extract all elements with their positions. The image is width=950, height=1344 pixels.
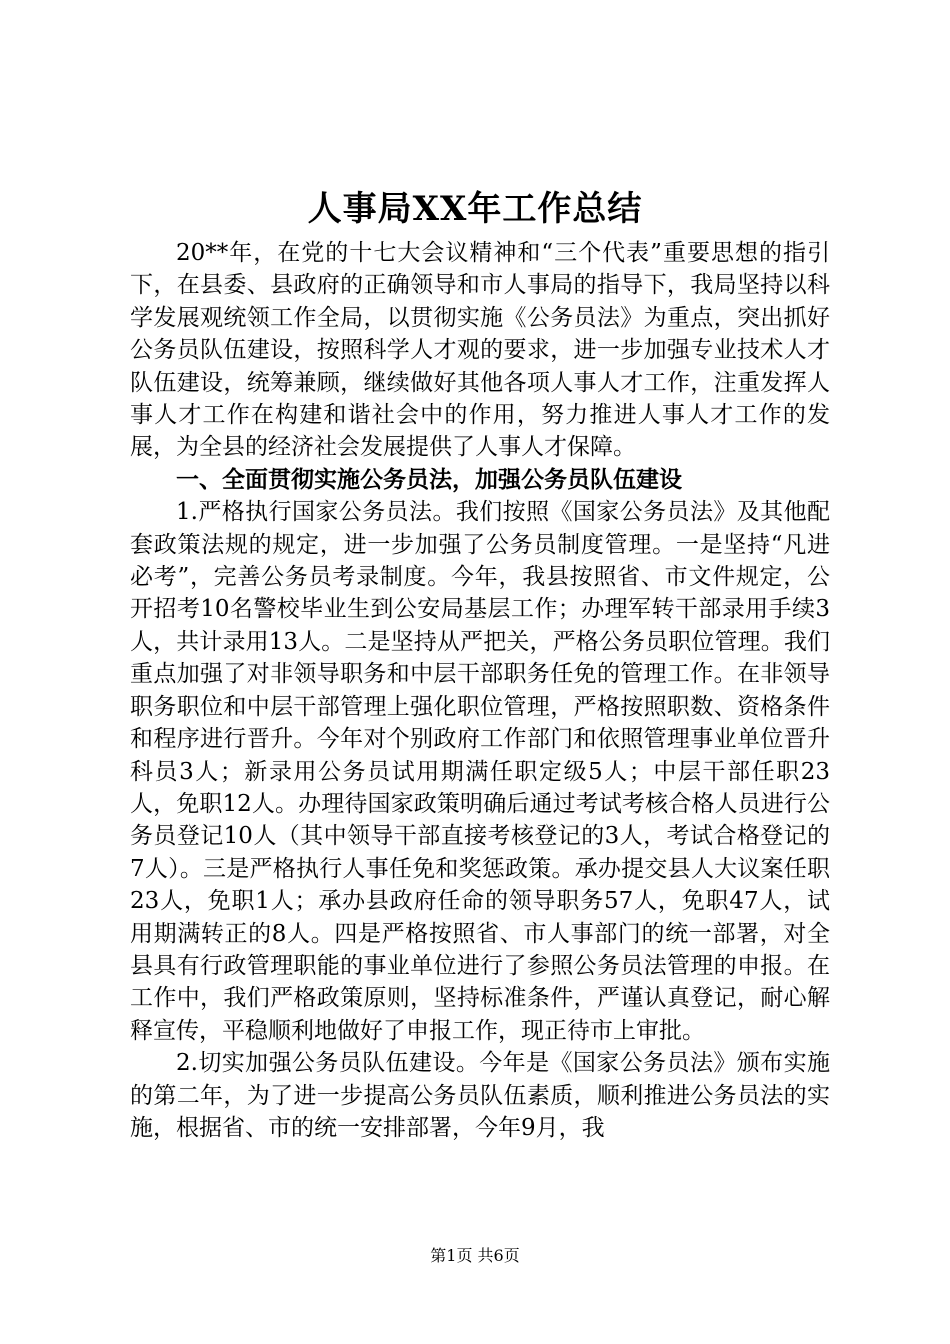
page-number-footer: 第1页 共6页 <box>430 1246 520 1265</box>
intro-paragraph: 20**年，在党的十七大会议精神和“三个代表”重要思想的指引下，在县委、县政府的正确领导和市人事局的指导下，我局坚持以科学发展观统领工作全局，以贯彻实施《公务员法》为重点，突出抓好公务员队伍建设，按照科学人才观的要求，进一步加强专业技术人才队伍建设，统筹兼顾，继续做好其他各项人事人才工作，注重发挥人事人才工作在构建和谐社会中的作用，努力推进人事人才工作的发展，为全县的经济社会发展提供了人事人才保障。 <box>130 240 830 461</box>
body-paragraph-2: 2.切实加强公务员队伍建设。今年是《国家公务员法》颁布实施的第二年，为了进一步提高公务员队伍素质，顺利推进公务员法的实施，根据省、市的统一安排部署，今年9月，我 <box>130 1050 830 1141</box>
section-heading: 一、全面贯彻实施公务员法，加强公务员队伍建设 <box>176 465 682 493</box>
document-body <box>130 237 830 1144</box>
document-title: 人事局XX年工作总结 <box>307 189 643 229</box>
body-paragraph-1: 1.严格执行国家公务员法。我们按照《国家公务员法》及其他配套政策法规的规定，进一步加强了公务员制度管理。一是坚持“凡进必考”，完善公务员考录制度。今年，我县按照省、市文件规定，公开招考10名警校毕业生到公安局基层工作；办理军转干部录用手续3人，共计录用13人。二是坚持从严把关，严格公务员职位管理。我们重点加强了对非领导职务和中层干部职务任免的管理工作。在非领导职务职位和中层干部管理上强化职位管理，严格按照职数、资格条件和程序进行晋升。今年对个别政府工作部门和依照管理事业单位晋升科员3人；新录用公务员试用期满任职定级5人；中层干部任职23人，免职12人。办理待国家政策明确后通过考试考核合格人员进行公务员登记10人（其中领导干部直接考核登记的3人，考试合格登记的7人）。三是严格执行人事任免和奖惩政策。承办提交县人大议案任职23人，免职1人；承办县政府任命的领导职务57人，免职47人，试用期满转正的8人。四是严格按照省、市人事部门的统一部署，对全县具有行政管理职能的事业单位进行了参照公务员法管理的申报。在工作中，我们严格政策原则，坚持标准条件，严谨认真登记，耐心解释宣传，平稳顺利地做好了申报工作，现正待市上审批。 <box>130 499 830 1044</box>
